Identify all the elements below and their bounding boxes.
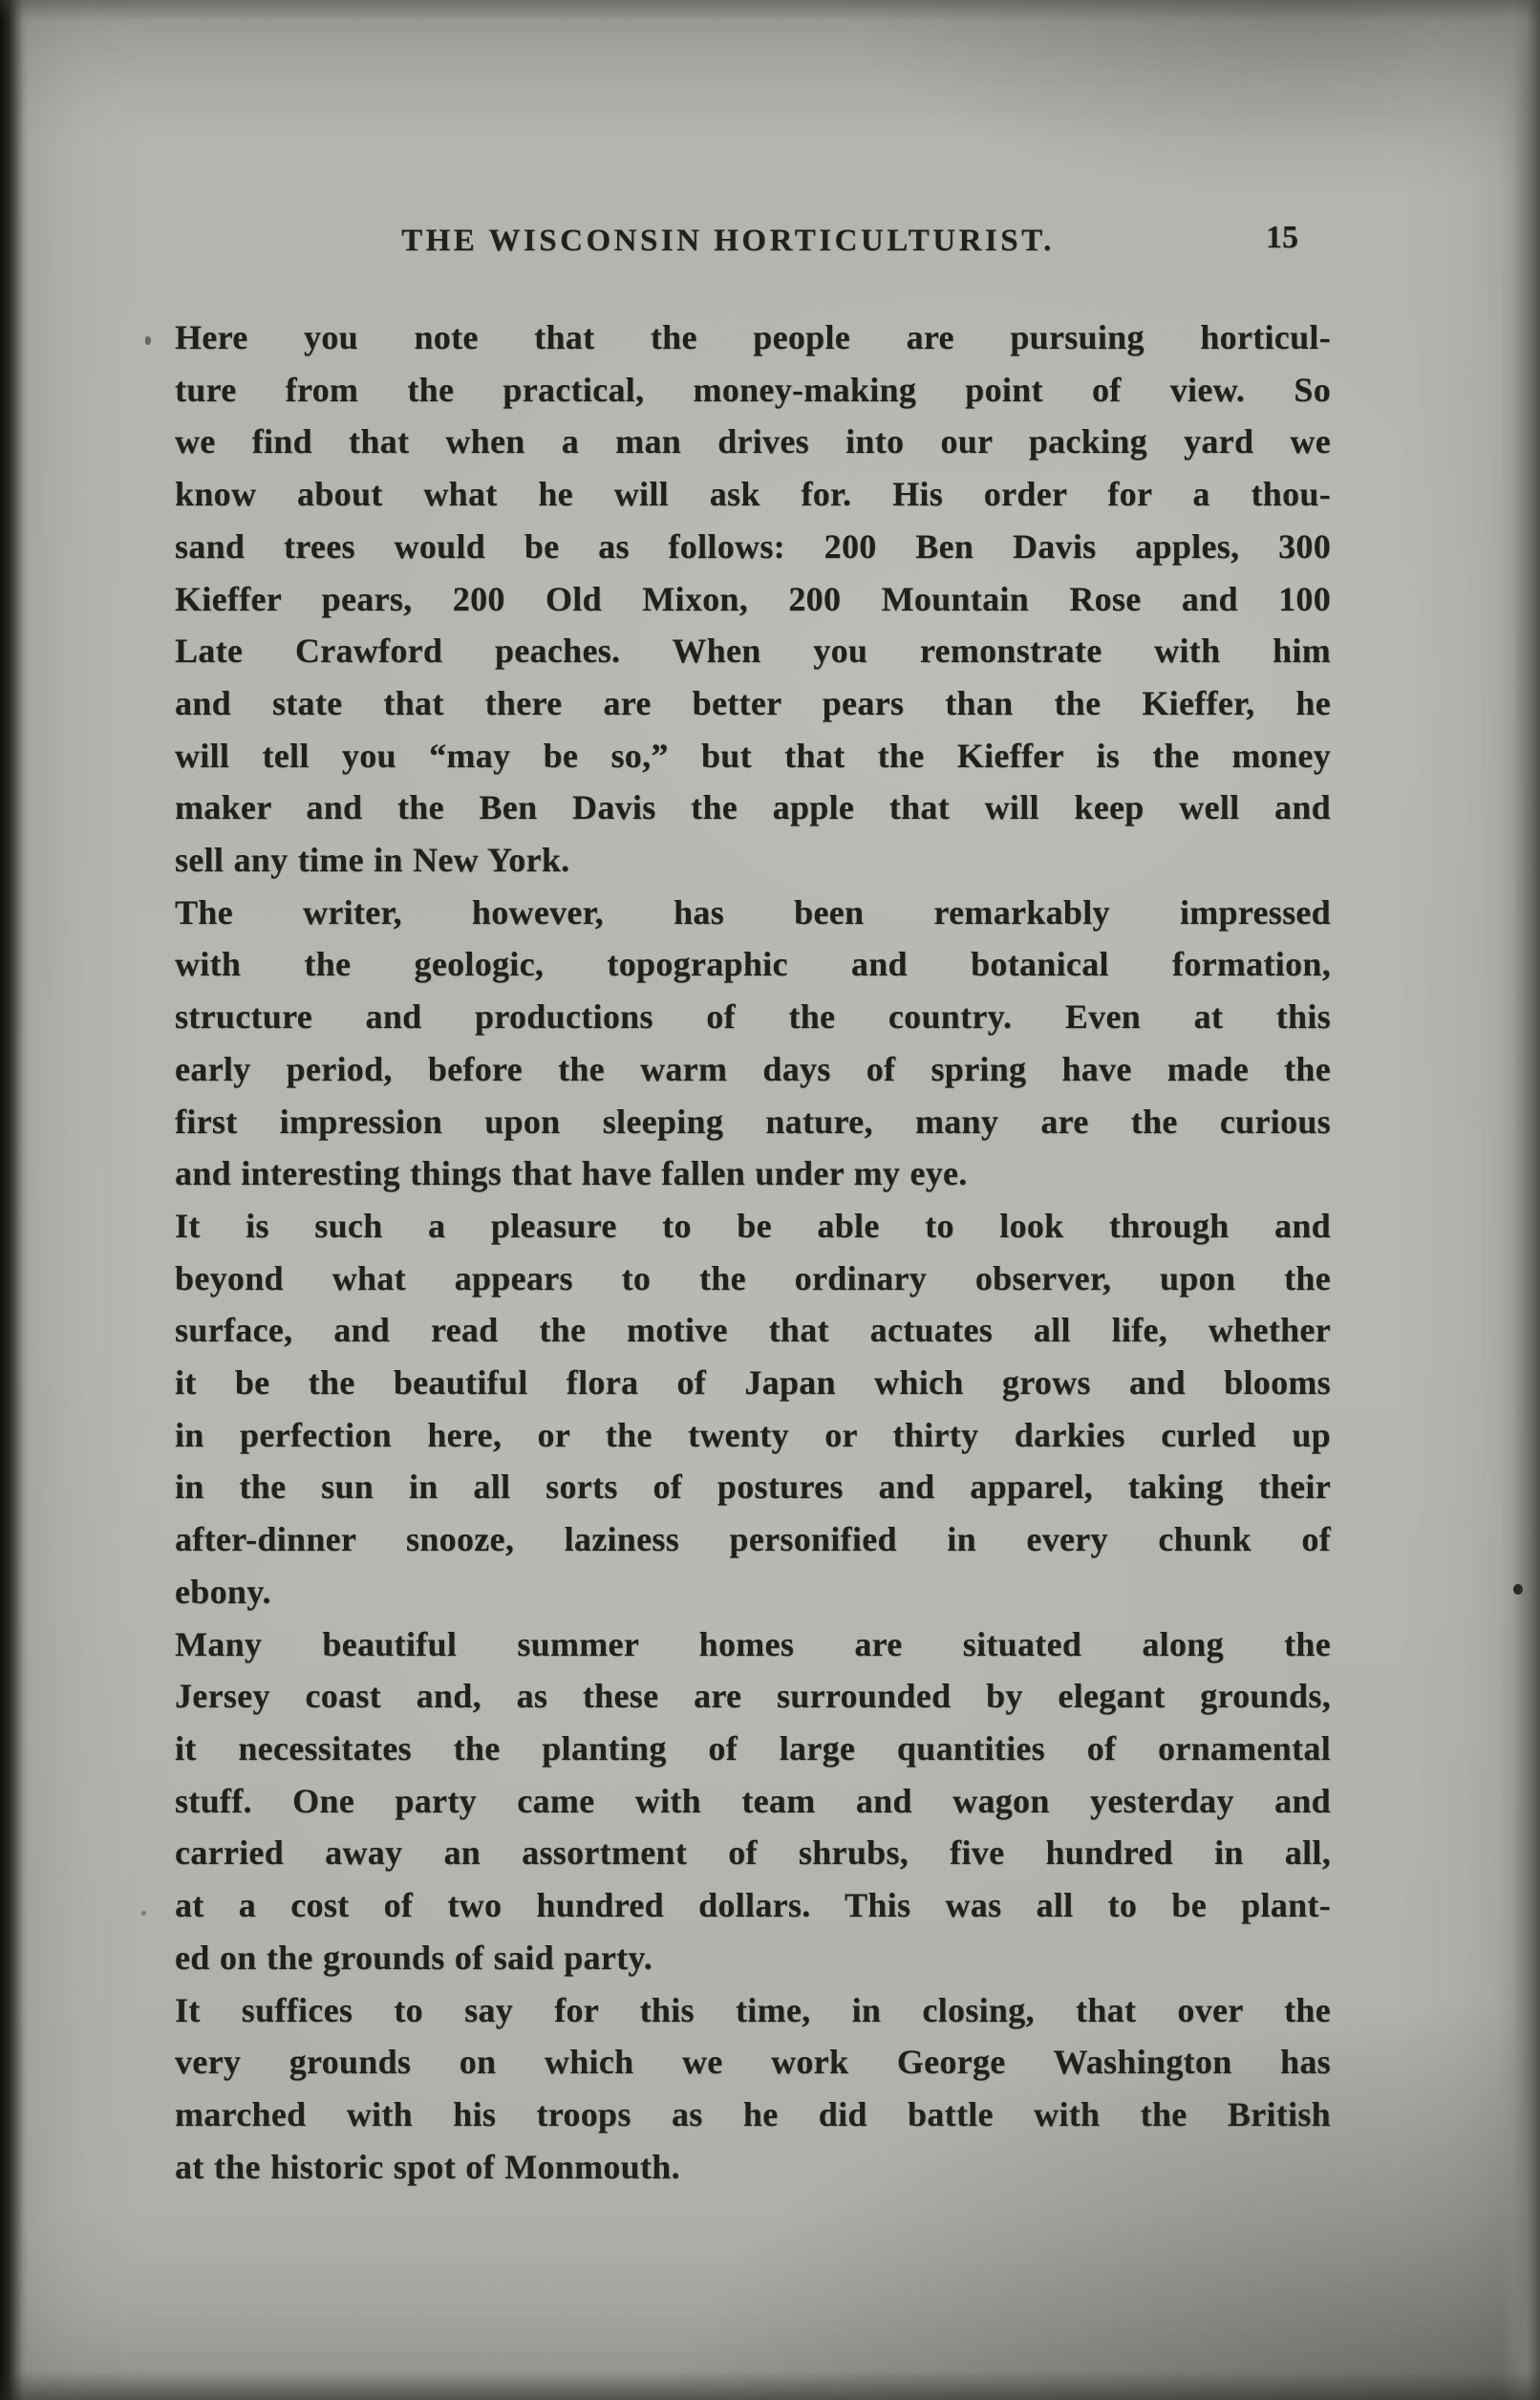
page-header <box>175 220 1331 277</box>
text-line: and interesting things that have fallen under my eye. <box>175 1154 968 1193</box>
text-line: at the historic spot of Monmouth. <box>175 2147 680 2186</box>
text-line: Many beautiful summer homes are situated along the <box>175 1624 1331 1663</box>
text-line: stuff. One party came with team and wagon yesterday and <box>175 1781 1331 1820</box>
text-line: marched with his troops as he did battle with the British <box>175 2094 1331 2133</box>
paragraph <box>175 311 1331 887</box>
scan-speck <box>1513 1584 1523 1595</box>
scan-right-edge-shadow <box>1500 0 1540 2400</box>
scan-top-edge-shadow <box>0 0 1540 21</box>
text-line: carried away an assortment of shrubs, five hundred in all, <box>175 1833 1331 1873</box>
paragraph <box>175 887 1331 1200</box>
page-body-text <box>175 311 1331 2193</box>
text-line: after-dinner snooze, laziness personified in every chunk of <box>175 1520 1331 1559</box>
text-line: we find that when a man drives into our packing yard we <box>175 422 1331 461</box>
paragraph <box>175 1984 1331 2194</box>
text-line: first impression upon sleeping nature, many are the curious <box>175 1102 1331 1141</box>
text-line: very grounds on which we work George Washington has <box>175 2043 1331 2082</box>
text-line: It is such a pleasure to be able to look through and <box>175 1206 1331 1245</box>
text-line: structure and productions of the country. Even at this <box>175 997 1331 1037</box>
paragraph <box>175 1618 1331 1984</box>
text-line: and state that there are better pears than the Kieffer, he <box>175 683 1331 722</box>
text-line: ebony. <box>175 1572 271 1611</box>
text-line: early period, before the warm days of spring have made the <box>175 1049 1331 1088</box>
text-line: it necessitates the planting of large quantities of ornamental <box>175 1728 1331 1768</box>
text-line: sell any time in New York. <box>175 841 570 880</box>
text-line: maker and the Ben Davis the apple that will keep well and <box>175 788 1331 827</box>
text-line: Kieffer pears, 200 Old Mixon, 200 Mountain Rose and 100 <box>175 579 1331 618</box>
running-title: THE WISCONSIN HORTICULTURIST. <box>401 224 1055 258</box>
text-line: in the sun in all sorts of postures and apparel, taking their <box>175 1468 1331 1507</box>
text-line: beyond what appears to the ordinary observer, upon the <box>175 1258 1331 1297</box>
scan-speck <box>141 1911 146 1916</box>
text-line: sand trees would be as follows: 200 Ben Davis apples, 300 <box>175 526 1331 566</box>
page-number: 15 <box>1266 220 1298 255</box>
paragraph <box>175 1200 1331 1618</box>
text-line: in perfection here, or the twenty or thirty darkies curled up <box>175 1415 1331 1454</box>
text-line: It suffices to say for this time, in closing, that over the <box>175 1990 1331 2029</box>
text-line: Jersey coast and, as these are surrounded by elegant grounds, <box>175 1677 1331 1716</box>
text-line: ture from the practical, money-making point of view. So <box>175 370 1331 409</box>
text-line: with the geologic, topographic and botanical formation, <box>175 945 1331 984</box>
text-line: it be the beautiful flora of Japan which grows and blooms <box>175 1363 1331 1403</box>
scan-speck <box>145 336 151 345</box>
text-line: ed on the grounds of said party. <box>175 1938 653 1977</box>
text-line: know about what he will ask for. His order for a thou- <box>175 475 1331 514</box>
text-line: Late Crawford peaches. When you remonstrate with him <box>175 632 1331 671</box>
text-line: The writer, however, has been remarkably impressed <box>175 892 1331 932</box>
scan-gutter-shadow <box>0 0 29 2400</box>
text-line: Here you note that the people are pursuing horticul- <box>175 318 1331 356</box>
text-line: at a cost of two hundred dollars. This was all to be plant- <box>175 1886 1331 1925</box>
text-line: surface, and read the motive that actuates all life, whether <box>175 1311 1331 1350</box>
text-line: will tell you “may be so,” but that the Kieffer is the money <box>175 736 1331 775</box>
scan-bottom-edge-shadow <box>0 2371 1540 2400</box>
